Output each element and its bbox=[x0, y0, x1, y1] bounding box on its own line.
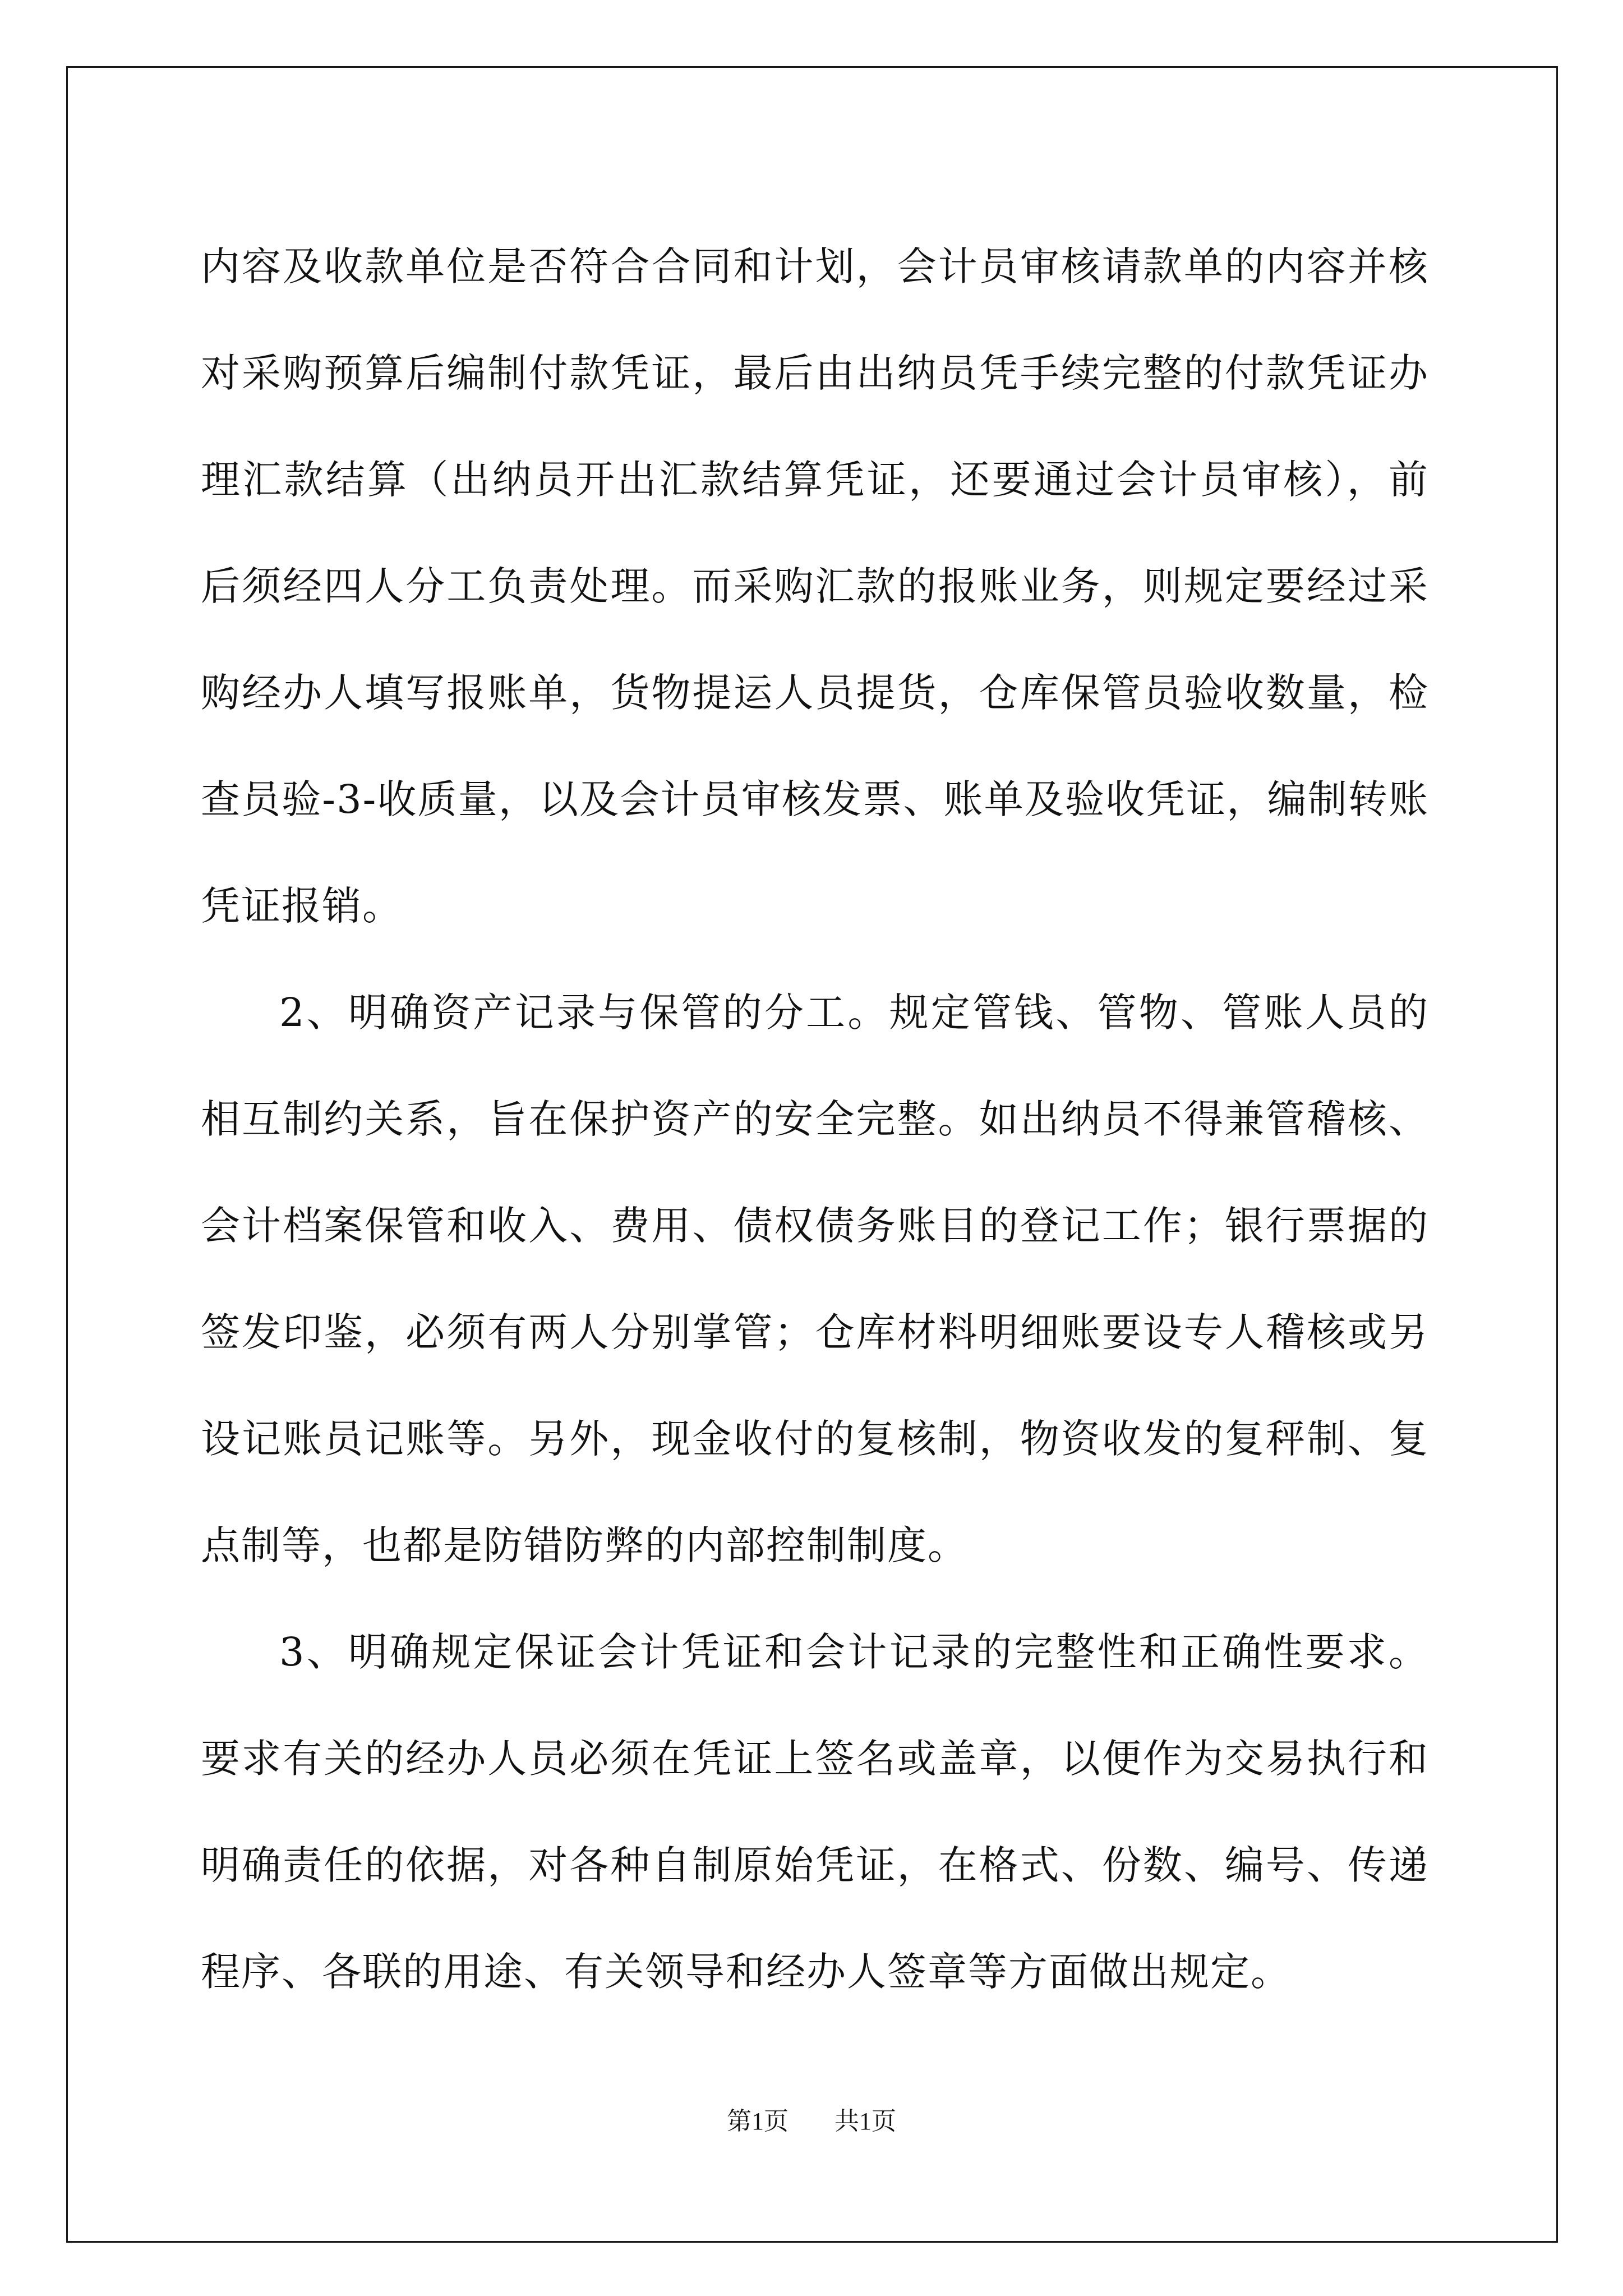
paragraph-2: 2、明确资产记录与保管的分工。规定管钱、管物、管账人员的相互制约关系，旨在保护资产的安全完整。如出纳员不得兼管稽核、会计档案保管和收入、费用、债权债务账目的登记工作；银行票据的签发印鉴，必须有两人分别掌管；仓库材料明细账要设专人稽核或另设记账员记账等。另外，现金收付的复核制，物资收发的复秤制、复点制等，也都是防错防弊的内部控制制度。 bbox=[201, 990, 1429, 1568]
paragraph-3: 3、明确规定保证会计凭证和会计记录的完整性和正确性要求。要求有关的经办人员必须在凭证上签名或盖章，以便作为交易执行和明确责任的依据，对各种自制原始凭证，在格式、份数、编号、传递程序、各联的用途、有关领导和经办人签章等方面做出规定。 bbox=[201, 1629, 1429, 1995]
page-number-current: 第1页 bbox=[727, 2108, 789, 2135]
page-footer bbox=[0, 2101, 1623, 2137]
document-body bbox=[201, 213, 1429, 2025]
paragraph-1: 内容及收款单位是否符合合同和计划，会计员审核请款单的内容并核对采购预算后编制付款凭证，最后由出纳员凭手续完整的付款凭证办理汇款结算（出纳员开出汇款结算凭证，还要通过会计员审核），前后须经四人分工负责处理。而采购汇款的报账业务，则规定要经过采购经办人填写报账单，货物提运人员提货，仓库保管员验收数量，检查员验-3-收质量，以及会计员审核发票、账单及验收凭证，编制转账凭证报销。 bbox=[201, 243, 1429, 929]
page-number-total: 共1页 bbox=[834, 2108, 896, 2135]
